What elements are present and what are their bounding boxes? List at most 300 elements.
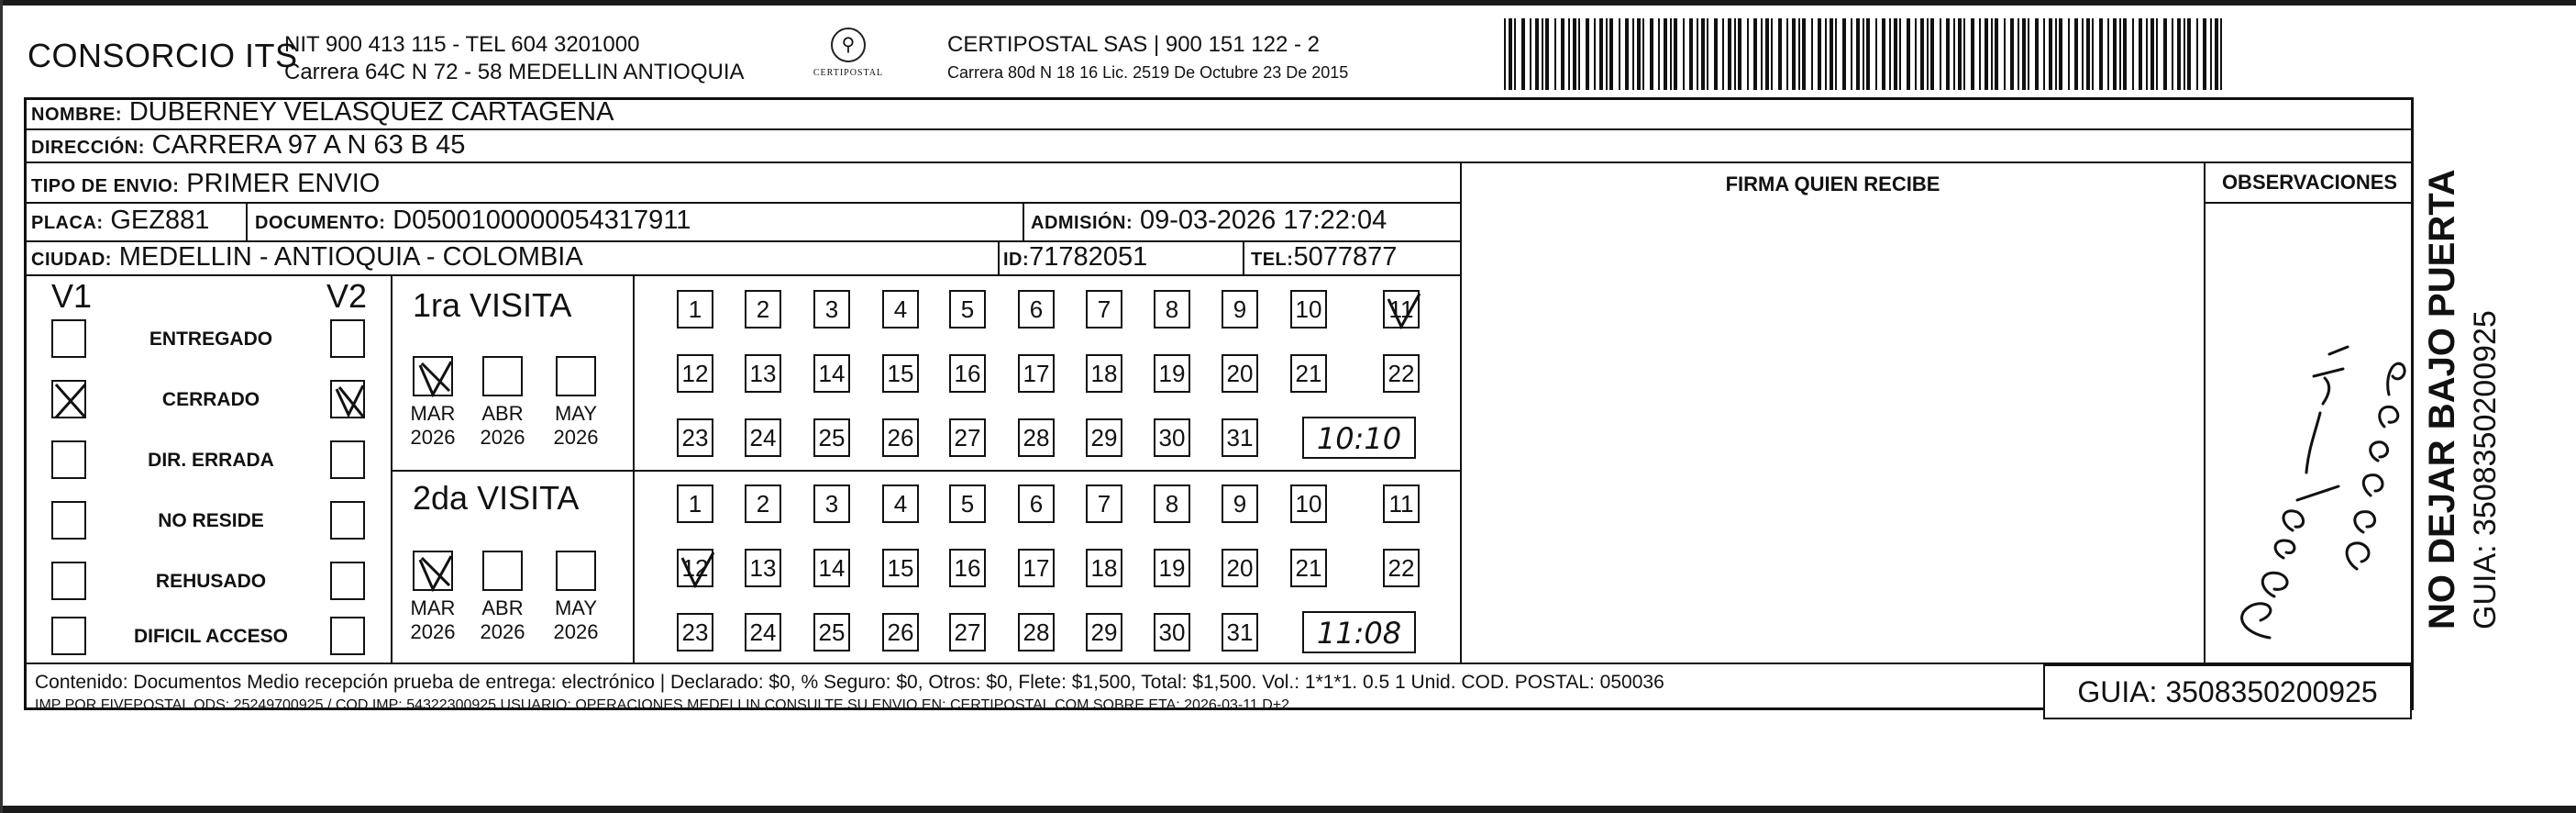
direccion-label: DIRECCIÓN: <box>31 138 145 158</box>
day-box[interactable] <box>1290 354 1327 393</box>
barcode-bar <box>2086 18 2090 90</box>
day-box[interactable] <box>1383 484 1420 523</box>
status-v1-checkbox[interactable] <box>51 617 86 655</box>
status-v2-checkbox[interactable] <box>330 562 365 600</box>
day-number: 9 <box>1233 295 1247 323</box>
barcode-bar <box>1642 18 1644 90</box>
month-checkbox[interactable] <box>413 356 453 396</box>
month-checkbox[interactable] <box>556 551 596 591</box>
barcode-bar <box>1842 18 1846 90</box>
id-field <box>1003 242 1147 273</box>
company-info <box>284 31 745 86</box>
month-year: 2026 <box>553 620 599 643</box>
day-box[interactable] <box>1154 354 1190 393</box>
day-box[interactable] <box>1018 484 1055 523</box>
day-box[interactable] <box>882 354 919 393</box>
tipo-envio-field <box>31 169 380 199</box>
day-box[interactable] <box>745 613 781 652</box>
day-box[interactable] <box>1018 418 1055 457</box>
visit-time-box[interactable] <box>1302 611 1416 653</box>
barcode-bar <box>2132 18 2134 90</box>
status-v2-checkbox[interactable] <box>330 501 365 540</box>
barcode-bar <box>2150 18 2154 90</box>
day-number: 20 <box>1226 554 1254 582</box>
day-number: 12 <box>681 360 709 387</box>
day-number: 6 <box>1029 490 1044 518</box>
barcode-bar <box>1818 18 1821 90</box>
day-number: 11 <box>1388 295 1414 323</box>
barcode-bar <box>1835 18 1837 90</box>
barcode-bar <box>1979 18 1981 90</box>
barcode-bar <box>1765 18 1769 90</box>
day-box[interactable] <box>1018 613 1055 652</box>
day-number: 29 <box>1090 618 1118 646</box>
day-box[interactable] <box>1154 290 1190 329</box>
day-box[interactable] <box>1222 354 1258 393</box>
day-box[interactable] <box>1154 549 1190 587</box>
day-box[interactable] <box>677 418 713 457</box>
logo-text: CERTIPOSTAL <box>813 68 884 78</box>
day-box[interactable] <box>1222 549 1258 587</box>
day-box[interactable] <box>813 290 850 329</box>
day-box[interactable] <box>745 418 781 457</box>
barcode-bar <box>1535 18 1539 90</box>
month-year: 2026 <box>410 620 456 643</box>
barcode-bar <box>2203 18 2206 90</box>
barcode-bar <box>1915 18 1917 90</box>
barcode-bar <box>1738 18 1741 90</box>
barcode-bar <box>1963 18 1965 90</box>
handwritten-signature <box>2206 266 2413 661</box>
barcode-bar <box>1619 18 1620 90</box>
side-notice-text: NO DEJAR BAJO PUERTA <box>2422 169 2462 629</box>
day-number: 30 <box>1158 618 1186 646</box>
brand-name: CONSORCIO ITS <box>28 37 298 74</box>
day-box[interactable] <box>745 549 781 587</box>
month-checkbox[interactable] <box>413 551 453 591</box>
documento-label: DOCUMENTO: <box>255 213 386 233</box>
day-number: 25 <box>818 618 846 646</box>
barcode-bar <box>1509 18 1512 90</box>
side-guia-text: GUIA: 3508350200925 <box>2468 310 2503 629</box>
day-number: 15 <box>887 554 914 582</box>
day-box[interactable] <box>1154 418 1190 457</box>
barcode-bar <box>1753 18 1757 90</box>
barcode-bar <box>1907 18 1910 90</box>
status-label: ENTREGADO <box>149 329 273 350</box>
nombre-field <box>31 97 614 128</box>
barcode-bar <box>2018 18 2019 90</box>
day-number: 22 <box>1388 554 1415 582</box>
barcode-bar <box>1802 18 1806 90</box>
day-number: 16 <box>954 360 981 387</box>
barcode-bar <box>2156 18 2158 90</box>
day-box[interactable] <box>1222 290 1258 329</box>
day-box[interactable] <box>882 549 919 587</box>
barcode-bar <box>1995 18 1998 90</box>
barcode-bar <box>2146 18 2148 90</box>
barcode-bar <box>1946 18 1950 90</box>
day-box[interactable] <box>949 484 986 523</box>
side-notice <box>2419 79 2538 629</box>
day-number: 13 <box>749 554 777 582</box>
day-box[interactable] <box>1154 613 1190 652</box>
certipostal-logo <box>807 28 890 88</box>
check-mark-icon <box>415 358 455 398</box>
barcode-bar <box>1554 18 1556 90</box>
barcode-bar <box>1542 18 1543 90</box>
day-number: 8 <box>1165 295 1179 323</box>
barcode-bar <box>1856 18 1860 90</box>
barcode-bar <box>1573 18 1576 90</box>
direccion-value: CARRERA 97 A N 63 B 45 <box>151 130 466 160</box>
barcode-bar <box>1792 18 1796 90</box>
barcode-bar <box>2210 18 2212 90</box>
top-border <box>0 0 2576 6</box>
barcode-bar <box>2022 18 2026 90</box>
barcode-bar <box>2119 18 2121 90</box>
barcode-bar <box>2163 18 2167 90</box>
status-v2-checkbox[interactable] <box>330 319 365 358</box>
barcode-bar <box>1875 18 1877 90</box>
status-v1-checkbox[interactable] <box>51 501 86 540</box>
month-checkbox[interactable] <box>556 356 596 396</box>
barcode-bar <box>1786 18 1788 90</box>
day-number: 27 <box>954 424 981 451</box>
barcode-bar <box>2028 18 2029 90</box>
barcode-bar <box>2082 18 2084 90</box>
status-v1-checkbox[interactable] <box>51 440 86 479</box>
id-value: 71782051 <box>1029 242 1148 272</box>
tel-label: TEL: <box>1251 250 1294 270</box>
barcode-bar <box>1958 18 1962 90</box>
id-label: ID: <box>1003 250 1030 270</box>
barcode-bar <box>1674 18 1677 90</box>
tel-field <box>1251 242 1397 273</box>
documento-field <box>255 206 691 236</box>
barcode-bar <box>1734 18 1736 90</box>
day-box[interactable] <box>1086 290 1122 329</box>
day-number: 8 <box>1165 490 1179 518</box>
barcode-bar <box>2035 18 2039 90</box>
day-number: 24 <box>749 618 777 646</box>
day-box[interactable] <box>745 484 781 523</box>
v2-header: V2 <box>326 277 368 315</box>
day-number: 31 <box>1226 618 1254 646</box>
month-label <box>475 402 530 450</box>
firma-header: FIRMA QUIEN RECIBE <box>1725 173 1940 195</box>
barcode-bar <box>2139 18 2142 90</box>
visit-time: 11:08 <box>1316 616 1402 651</box>
day-box[interactable] <box>1290 484 1327 523</box>
day-box[interactable] <box>677 484 713 523</box>
visit-1-title: 1ra VISITA <box>413 286 572 324</box>
barcode-bar <box>2123 18 2127 90</box>
barcode-bar <box>1728 18 1731 90</box>
day-number: 17 <box>1023 360 1050 387</box>
status-v2-checkbox[interactable] <box>330 617 365 655</box>
month-checkbox[interactable] <box>482 356 523 396</box>
day-number: 30 <box>1158 424 1186 451</box>
barcode-bar <box>1920 18 1924 90</box>
status-label: CERRADO <box>161 389 260 410</box>
day-number: 31 <box>1226 424 1254 451</box>
col-divider <box>1023 202 1024 240</box>
day-number: 10 <box>1295 295 1322 323</box>
barcode-bar <box>1953 18 1955 90</box>
barcode-bar <box>1798 18 1800 90</box>
month-name: ABR <box>481 402 524 425</box>
barcode-bar <box>1504 18 1506 90</box>
barcode-bar <box>1701 18 1705 90</box>
day-box[interactable] <box>949 613 986 652</box>
barcode-bar <box>1707 18 1708 90</box>
observaciones-header: OBSERVACIONES <box>2221 171 2398 194</box>
barcode-bar <box>1714 18 1718 90</box>
day-box[interactable] <box>1018 549 1055 587</box>
day-box[interactable] <box>813 418 850 457</box>
month-label <box>475 596 530 644</box>
day-box[interactable] <box>1086 549 1122 587</box>
month-checkbox[interactable] <box>482 551 523 591</box>
barcode-bar <box>2107 18 2109 90</box>
status-label: DIFICIL ACCESO <box>133 626 288 647</box>
documento-value: D0500100000054317911 <box>392 206 691 235</box>
barcode-bar <box>1894 18 1897 90</box>
barcode-bar <box>2184 18 2185 90</box>
day-box[interactable] <box>1018 290 1055 329</box>
day-number: 28 <box>1023 424 1050 451</box>
nombre-value: DUBERNEY VELASQUEZ CARTAGENA <box>128 97 614 127</box>
day-number: 10 <box>1295 490 1322 518</box>
barcode-bar <box>1594 18 1596 90</box>
day-box[interactable] <box>677 613 713 652</box>
barcode-bar <box>2055 18 2057 90</box>
visit-time: 10:10 <box>1316 421 1402 456</box>
placa-value: GEZ881 <box>110 206 210 235</box>
day-box[interactable] <box>1222 418 1258 457</box>
col-divider <box>391 274 392 663</box>
day-number: 4 <box>893 490 908 518</box>
barcode-bar <box>2187 18 2191 90</box>
day-box[interactable] <box>1086 484 1122 523</box>
barcode-bar <box>1514 18 1516 90</box>
day-box[interactable] <box>949 290 986 329</box>
check-mark-icon <box>332 382 367 420</box>
col-divider <box>998 240 1000 274</box>
day-box[interactable] <box>949 418 986 457</box>
barcode-bar <box>1811 18 1813 90</box>
barcode-bar <box>1863 18 1864 90</box>
day-box[interactable] <box>677 290 713 329</box>
status-label: DIR. ERRADA <box>148 450 274 471</box>
day-box[interactable] <box>1086 613 1122 652</box>
barcode-bar <box>1722 18 1724 90</box>
visit-2-title: 2da VISITA <box>413 479 580 517</box>
barcode-bar <box>1778 18 1782 90</box>
month-name: ABR <box>481 596 524 619</box>
status-v1-checkbox[interactable] <box>51 319 86 358</box>
day-number: 18 <box>1090 554 1118 582</box>
barcode-bar <box>1825 18 1827 90</box>
barcode-bar <box>1568 18 1570 90</box>
barcode-bar <box>1927 18 1929 90</box>
day-number: 3 <box>824 490 839 518</box>
day-number: 23 <box>681 424 709 451</box>
day-number: 7 <box>1097 295 1111 323</box>
day-box[interactable] <box>949 549 986 587</box>
day-box[interactable] <box>813 484 850 523</box>
barcode-bar <box>2172 18 2173 90</box>
x-mark-icon <box>53 382 88 420</box>
status-v1-checkbox[interactable] <box>51 380 86 418</box>
day-number: 6 <box>1029 295 1044 323</box>
barcode-bar <box>2196 18 2198 90</box>
address-line: Carrera 64C N 72 - 58 MEDELLIN ANTIOQUIA <box>284 60 745 84</box>
barcode <box>1504 18 2227 90</box>
barcode-bar <box>1683 18 1685 90</box>
impresion-line: IMP POR FIVEPOSTAL ODS: 25249700925 / COD.IMP: 54322300925 USUARIO: OPERACIONES MEDELLIN CONSULTE SU ENVIO EN: CERTIPOSTAL.COM SOBRE ETA: 2026-03-11 D+2 <box>35 697 1290 713</box>
day-number: 15 <box>887 360 914 387</box>
barcode-bar <box>1771 18 1773 90</box>
month-name: MAR <box>410 596 456 619</box>
day-box[interactable] <box>677 354 713 393</box>
row-divider <box>2205 202 2414 204</box>
day-box[interactable] <box>677 549 713 587</box>
day-number: 27 <box>954 618 981 646</box>
day-number: 19 <box>1158 360 1186 387</box>
barcode-bar <box>1632 18 1634 90</box>
month-name: MAY <box>554 402 598 425</box>
admision-value: 09-03-2026 17:22:04 <box>1139 206 1388 235</box>
tel-value: 5077877 <box>1293 242 1398 272</box>
day-number: 9 <box>1233 490 1247 518</box>
barcode-bar <box>2113 18 2117 90</box>
day-box[interactable] <box>813 354 850 393</box>
day-number: 5 <box>960 295 975 323</box>
carrier-address: Carrera 80d N 18 16 Lic. 2519 De Octubre 23 De 2015 <box>947 63 1349 82</box>
admision-label: ADMISIÓN: <box>1031 213 1133 233</box>
day-number: 7 <box>1097 490 1111 518</box>
day-number: 1 <box>688 295 702 323</box>
day-box[interactable] <box>1222 484 1258 523</box>
row-divider <box>24 274 1462 276</box>
day-box[interactable] <box>949 354 986 393</box>
day-number: 4 <box>893 295 908 323</box>
day-box[interactable] <box>882 484 919 523</box>
day-box[interactable] <box>745 354 781 393</box>
day-number: 2 <box>756 295 770 323</box>
month-label <box>548 402 603 450</box>
barcode-bar <box>2220 18 2222 90</box>
month-year: 2026 <box>480 426 525 449</box>
barcode-bar <box>1664 18 1667 90</box>
barcode-bar <box>2043 18 2045 90</box>
carrier-line: CERTIPOSTAL SAS | 900 151 122 - 2 <box>947 32 1320 57</box>
day-box[interactable] <box>1383 354 1420 393</box>
barcode-bar <box>1521 18 1525 90</box>
barcode-bar <box>1851 18 1852 90</box>
day-box[interactable] <box>1290 290 1327 329</box>
barcode-bar <box>2092 18 2094 90</box>
month-year: 2026 <box>480 620 525 643</box>
left-border <box>0 0 3 813</box>
day-number: 23 <box>681 618 709 646</box>
day-number: 2 <box>756 490 770 518</box>
day-number: 24 <box>749 424 777 451</box>
barcode-bar <box>2004 18 2006 90</box>
day-number: 22 <box>1388 360 1415 387</box>
barcode-bar <box>1650 18 1653 90</box>
day-box[interactable] <box>1290 549 1327 587</box>
status-v1-checkbox[interactable] <box>51 562 86 600</box>
day-number: 29 <box>1090 424 1118 451</box>
month-name: MAY <box>554 596 598 619</box>
barcode-bar <box>1930 18 1934 90</box>
status-v2-checkbox[interactable] <box>330 440 365 479</box>
contenido-line: Contenido: Documentos Medio recepción prueba de entrega: electrónico | Declarado: $0, % Seguro: $0, Otros: $0, Flete: $1,500, Total: $1,500. Vol.: 1*1*1. 0.5 1 Unid. COD. POSTAL: 050036 <box>35 672 1664 693</box>
barcode-bar <box>2068 18 2070 90</box>
col-divider <box>246 202 248 240</box>
check-mark-icon <box>415 552 455 593</box>
day-number: 28 <box>1023 618 1050 646</box>
barcode-bar <box>2059 18 2062 90</box>
day-number: 26 <box>887 618 914 646</box>
day-box[interactable] <box>882 613 919 652</box>
day-number: 25 <box>818 424 846 451</box>
day-box[interactable] <box>745 290 781 329</box>
barcode-bar <box>1586 18 1589 90</box>
day-number: 21 <box>1295 360 1322 387</box>
barcode-bar <box>1940 18 1941 90</box>
day-number: 26 <box>887 424 914 451</box>
day-box[interactable] <box>1086 418 1122 457</box>
carrier-info <box>947 31 1348 86</box>
day-box[interactable] <box>813 549 850 587</box>
v1-header: V1 <box>51 277 93 315</box>
bottom-border <box>0 806 2576 813</box>
day-box[interactable] <box>813 613 850 652</box>
nit-line: NIT 900 413 115 - TEL 604 3201000 <box>284 32 640 57</box>
visit-time-box[interactable] <box>1302 417 1416 459</box>
status-v2-checkbox[interactable] <box>330 380 365 418</box>
day-box[interactable] <box>1383 290 1420 329</box>
day-box[interactable] <box>1222 613 1258 652</box>
placa-field <box>31 206 209 236</box>
day-box[interactable] <box>1383 549 1420 587</box>
day-box[interactable] <box>1018 354 1055 393</box>
day-box[interactable] <box>882 418 919 457</box>
day-box[interactable] <box>882 290 919 329</box>
barcode-bar <box>1899 18 1901 90</box>
barcode-bar <box>1637 18 1641 90</box>
barcode-bar <box>1578 18 1580 90</box>
barcode-bar <box>1761 18 1763 90</box>
logo-mark-icon: ⚲ <box>831 28 866 62</box>
barcode-bar <box>1561 18 1564 90</box>
col-divider <box>1460 161 1462 663</box>
month-year: 2026 <box>410 426 456 449</box>
month-name: MAR <box>410 402 456 425</box>
admision-field <box>1031 206 1387 236</box>
col-divider <box>633 274 635 663</box>
day-number: 19 <box>1158 554 1186 582</box>
barcode-bar <box>1985 18 1988 90</box>
day-box[interactable] <box>1154 484 1190 523</box>
direccion-field <box>31 130 465 161</box>
day-box[interactable] <box>1086 354 1122 393</box>
barcode-bar <box>1889 18 1891 90</box>
